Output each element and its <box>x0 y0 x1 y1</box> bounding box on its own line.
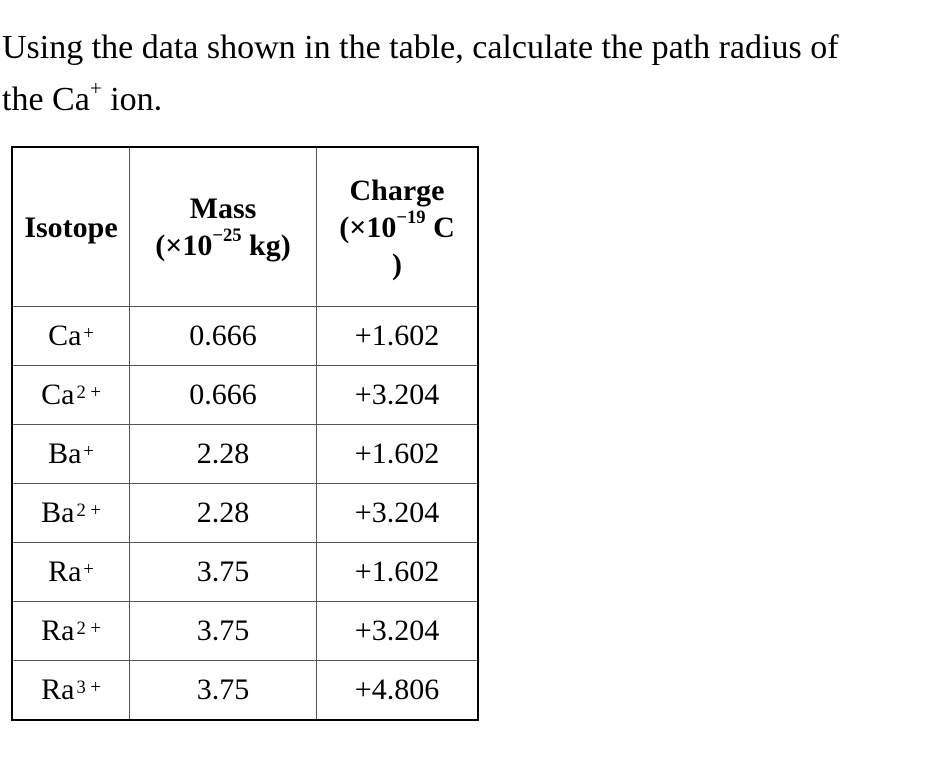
header-charge <box>317 147 479 307</box>
header-mass <box>130 147 317 307</box>
isotope-charge-sup: 3 + <box>76 676 101 698</box>
cell-mass: 3.75 <box>130 661 317 721</box>
cell-mass: 0.666 <box>130 366 317 425</box>
header-isotope <box>12 147 130 307</box>
cell-charge: +1.602 <box>317 543 479 602</box>
cell-charge: +3.204 <box>317 602 479 661</box>
cell-mass: 3.75 <box>130 543 317 602</box>
header-isotope-label: Isotope <box>24 210 118 244</box>
isotope-symbol: Ra <box>48 555 82 588</box>
isotope-symbol: Ra <box>41 614 75 647</box>
table-header-row <box>12 147 478 307</box>
table-row <box>12 484 478 543</box>
header-charge-unit-prefix: (×10 <box>339 210 397 244</box>
header-charge-title: Charge <box>349 173 445 207</box>
question-text <box>2 22 912 126</box>
isotope-charge-sup: 2 + <box>76 617 101 639</box>
cell-isotope <box>12 543 130 602</box>
question-line-2-suffix: ion. <box>101 81 163 118</box>
cell-isotope <box>12 661 130 721</box>
isotope-symbol: Ba <box>41 496 75 529</box>
cell-isotope <box>12 366 130 425</box>
header-charge-unit-exp: −19 <box>396 206 426 228</box>
isotope-charge-sup: 2 + <box>76 499 101 521</box>
cell-mass: 3.75 <box>130 602 317 661</box>
header-charge-unit <box>339 206 455 244</box>
isotope-charge-sup: 2 + <box>76 381 101 403</box>
isotope-symbol: Ca <box>41 378 75 411</box>
cell-charge: +4.806 <box>317 661 479 721</box>
header-mass-title: Mass <box>189 192 257 225</box>
header-charge-unit-close: ) <box>392 247 402 281</box>
cell-isotope <box>12 484 130 543</box>
table-row <box>12 602 478 661</box>
cell-mass: 0.666 <box>130 307 317 366</box>
isotope-charge-sup: + <box>83 558 94 580</box>
table-row <box>12 307 478 366</box>
isotope-data-table <box>11 146 479 721</box>
cell-charge: +1.602 <box>317 425 479 484</box>
table-row <box>12 543 478 602</box>
isotope-charge-sup: + <box>83 322 94 344</box>
header-mass-unit <box>155 225 291 262</box>
table-row <box>12 366 478 425</box>
header-charge-unit-suffix: C <box>425 210 455 244</box>
cell-isotope <box>12 307 130 366</box>
cell-charge: +3.204 <box>317 366 479 425</box>
cell-mass: 2.28 <box>130 484 317 543</box>
cell-isotope <box>12 425 130 484</box>
isotope-symbol: Ba <box>48 437 82 470</box>
question-line-2-prefix: the Ca <box>2 81 90 118</box>
cell-mass: 2.28 <box>130 425 317 484</box>
header-mass-unit-prefix: (×10 <box>155 229 213 262</box>
question-line-2-sup: + <box>89 75 102 100</box>
cell-charge: +3.204 <box>317 484 479 543</box>
isotope-symbol: Ra <box>41 673 75 706</box>
table-row <box>12 661 478 721</box>
header-mass-unit-exp: −25 <box>212 225 242 247</box>
cell-charge: +1.602 <box>317 307 479 366</box>
isotope-charge-sup: + <box>83 440 94 462</box>
cell-isotope <box>12 602 130 661</box>
isotope-symbol: Ca <box>48 319 82 352</box>
question-line-2 <box>2 74 912 126</box>
question-line-1: Using the data shown in the table, calculate the path radius of <box>2 29 839 66</box>
header-mass-unit-suffix: kg) <box>241 229 291 262</box>
table-row <box>12 425 478 484</box>
